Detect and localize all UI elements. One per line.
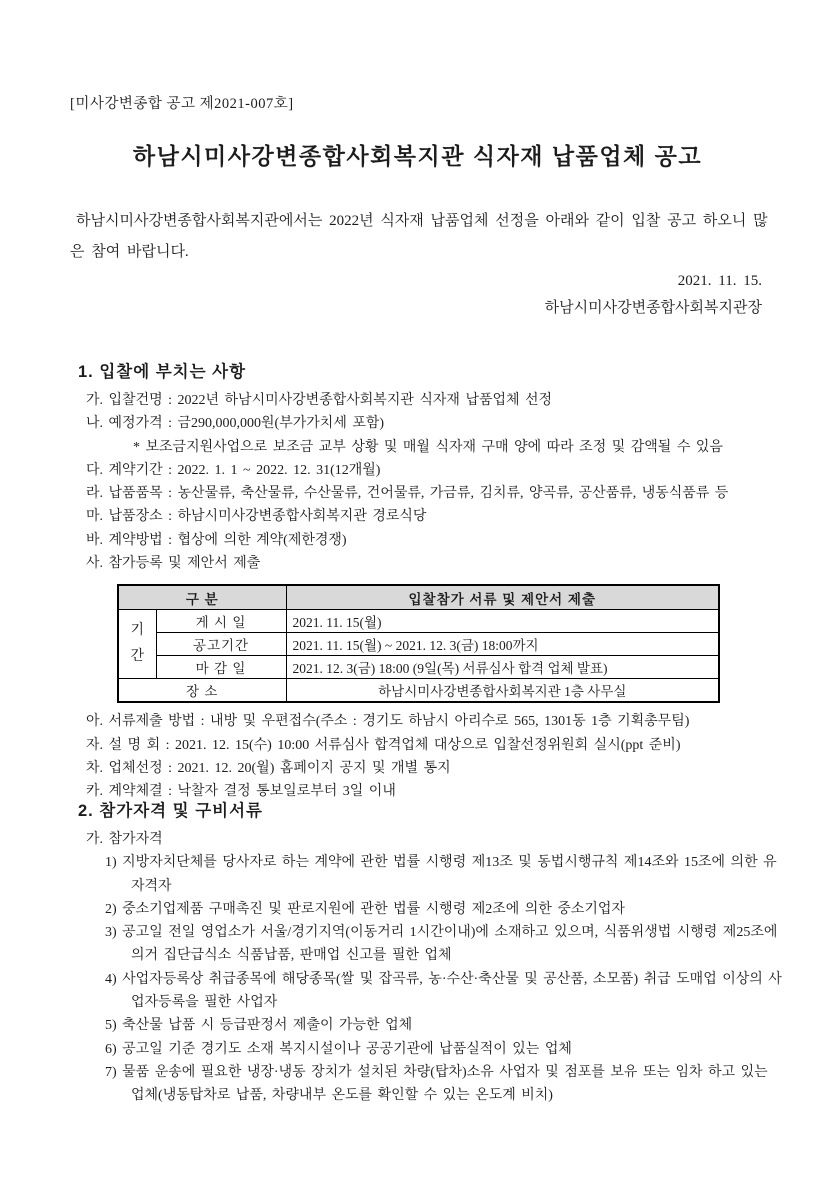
qualification-item-2: 2) 중소기업제품 구매촉진 및 판로지원에 관한 법률 시행령 제2조에 의한 중소기업자 bbox=[105, 901, 625, 917]
period-label: 기간 bbox=[130, 622, 145, 665]
qualification-item-3: 3) 공고일 전일 영업소가 서울/경기지역(이동거리 1시간이내)에 소재하고 있으며, 식품위생법 시행령 제25조에 의거 집단급식소 식품납품, 판매업 신고를 필한 업체 bbox=[105, 925, 778, 964]
item-contract-signing: 카. 계약체결 : 낙찰자 결정 통보일로부터 3일 이내 bbox=[86, 784, 396, 800]
item-estimated-price: 나. 예정가격 : 금290,000,000원(부가가치세 포함) bbox=[86, 416, 385, 432]
item-supply-items: 라. 납품품목 : 농산물류, 축산물류, 수산물류, 건어물류, 가금류, 김치류, 양곡류, 공산품류, 냉동식품류 등 bbox=[86, 486, 729, 502]
section-qualifications bbox=[70, 797, 782, 1108]
signer-title: 하남시미사강변종합사회복지관장 bbox=[544, 300, 762, 316]
place-value: 하남시미사강변종합사회복지관 1층 사무실 bbox=[286, 679, 719, 703]
item-contract-period: 다. 계약기간 : 2022. 1. 1 ~ 2022. 12. 31(12개월) bbox=[86, 462, 381, 478]
notice-period-value: 2021. 11. 15(월) ~ 2021. 12. 3(금) 18:00까지 bbox=[286, 633, 719, 656]
date-signature-block bbox=[545, 268, 762, 322]
table-header-submission: 입찰참가 서류 및 제안서 제출 bbox=[286, 585, 719, 610]
item-briefing: 자. 설 명 회 : 2021. 12. 15(수) 10:00 서류심사 합격업체 대상으로 입찰선정위원회 실시(ppt 준비) bbox=[86, 737, 681, 753]
doc-number: [미사강변종합 공고 제2021-007호] bbox=[70, 96, 294, 112]
bid-schedule-table bbox=[117, 584, 720, 703]
qualification-subheading: 가. 참가자격 bbox=[86, 832, 163, 847]
qualification-item-5: 5) 축산물 납품 시 등급판정서 제출이 가능한 업체 bbox=[105, 1018, 413, 1034]
deadline-value: 2021. 12. 3(금) 18:00 (9일(목) 서류심사 합격 업체 발표) bbox=[286, 656, 719, 679]
intro-paragraph: 하남시미사강변종합사회복지관에서는 2022년 식자재 납품업체 선정을 아래와 같이 입찰 공고 하오니 많은 참여 바랍니다. bbox=[70, 213, 768, 260]
announcement-date: 2021. 11. 15. bbox=[677, 273, 762, 289]
qualification-item-7: 7) 물품 운송에 필요한 냉장·냉동 장치가 설치된 차량(탑차)소유 사업자 및 점포를 보유 또는 임차 하고 있는 업체(냉동탑차로 납품, 차량내부 온도를 확인할 수 있는 온도계 비치) bbox=[105, 1064, 768, 1104]
section-bid-matters bbox=[70, 358, 782, 804]
section1-heading: 1. 입찰에 부치는 사항 bbox=[78, 363, 247, 381]
section2-heading: 2. 참가자격 및 구비서류 bbox=[78, 802, 263, 820]
item-bid-name: 가. 입찰건명 : 2022년 하남시미사강변종합사회복지관 식자재 납품업체 선정 bbox=[86, 393, 553, 408]
period-label-cell bbox=[118, 610, 156, 679]
deadline-label: 마 감 일 bbox=[156, 656, 286, 679]
table-row-deadline bbox=[118, 656, 719, 679]
table-row-posting bbox=[118, 610, 719, 633]
place-label: 장 소 bbox=[118, 679, 286, 703]
table-header-category: 구 분 bbox=[118, 585, 286, 610]
posting-date-value: 2021. 11. 15(월) bbox=[286, 610, 719, 633]
page-title: 하남시미사강변종합사회복지관 식자재 납품업체 공고 bbox=[132, 143, 703, 169]
item-contract-method: 바. 계약방법 : 협상에 의한 계약(제한경쟁) bbox=[86, 532, 347, 548]
item-subsidy-note: * 보조금지원사업으로 보조금 교부 상황 및 매월 식자재 구매 양에 따라 조정 및 감액될 수 있음 bbox=[133, 439, 723, 455]
qualification-item-6: 6) 공고일 기준 경기도 소재 복지시설이나 공공기관에 납품실적이 있는 업체 bbox=[105, 1041, 572, 1057]
posting-date-label: 게 시 일 bbox=[156, 610, 286, 633]
table-header-row bbox=[118, 585, 719, 610]
qualification-item-1: 1) 지방자치단체를 당사자로 하는 계약에 관한 법률 시행령 제13조 및 동법시행규칙 제14조와 15조에 의한 유자격자 bbox=[105, 855, 777, 894]
item-registration-submission: 사. 참가등록 및 제안서 제출 bbox=[86, 556, 261, 572]
notice-period-label: 공고기간 bbox=[156, 633, 286, 656]
qualification-item-4: 4) 사업자등록상 취급종목에 해당종목(쌀 및 잡곡류, 농·수산·축산물 및 공산품, 소모품) 취급 도매업 이상의 사업자등록을 필한 사업자 bbox=[105, 971, 782, 1011]
item-document-submission: 아. 서류제출 방법 : 내방 및 우편접수(주소 : 경기도 하남시 아리수로 565, 1301동 1층 기획총무팀) bbox=[86, 714, 690, 730]
table-row-notice-period bbox=[118, 633, 719, 656]
table-row-place bbox=[118, 679, 719, 703]
item-delivery-place: 마. 납품장소 : 하남시미사강변종합사회복지관 경로식당 bbox=[86, 509, 427, 525]
item-vendor-selection: 차. 업체선정 : 2021. 12. 20(월) 홈페이지 공지 및 개별 통지 bbox=[86, 760, 451, 776]
